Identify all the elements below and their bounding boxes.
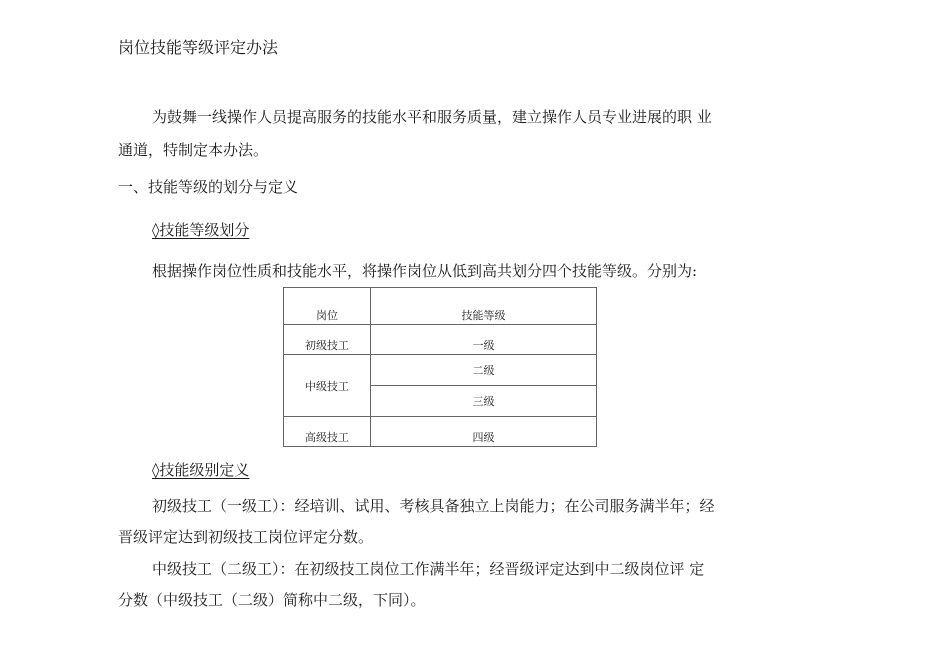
intro-paragraph-line-1: 为鼓舞一线操作人员提高服务的技能水平和服务质量，建立操作人员专业进展的职 业 — [152, 108, 712, 126]
table-header-row — [284, 288, 597, 325]
definition-junior-line-2: 晋级评定达到初级技工岗位评定分数。 — [118, 528, 374, 546]
table-row — [284, 325, 597, 355]
table-cell-level: 二级 — [371, 355, 597, 386]
table-cell-level: 一级 — [371, 325, 597, 355]
table-cell-post: 初级技工 — [284, 325, 371, 355]
table-header-post: 岗位 — [284, 288, 371, 325]
document-title: 岗位技能等级评定办法 — [118, 38, 279, 57]
table-cell-post: 中级技工 — [284, 355, 371, 417]
subheading-level-division: ◊技能等级划分 — [152, 221, 250, 239]
level-division-text: 根据操作岗位性质和技能水平，将操作岗位从低到高共划分四个技能等级。分别为: — [152, 262, 698, 280]
table-cell-level: 四级 — [371, 417, 597, 447]
intro-paragraph-line-2: 通道，特制定本办法。 — [118, 141, 269, 159]
table-header-level: 技能等级 — [371, 288, 597, 325]
table-row — [284, 355, 597, 386]
table-cell-post: 高级技工 — [284, 417, 371, 447]
definition-intermediate-line-1: 中级技工（二级工）：在初级技工岗位工作满半年；经晋级评定达到中二级岗位评 定 — [152, 560, 705, 578]
section-heading-1: 一、技能等级的划分与定义 — [118, 178, 299, 196]
skill-level-table — [283, 287, 597, 447]
table-cell-level: 三级 — [371, 386, 597, 417]
definition-junior-line-1: 初级技工（一级工）：经培训、试用、考核具备独立上岗能力；在公司服务满半年；经 — [152, 497, 715, 515]
definition-intermediate-line-2: 分数（中级技工（二级）简称中二级，下同）。 — [118, 591, 426, 609]
table-row — [284, 417, 597, 447]
subheading-level-definition: ◊技能级别定义 — [152, 461, 250, 479]
